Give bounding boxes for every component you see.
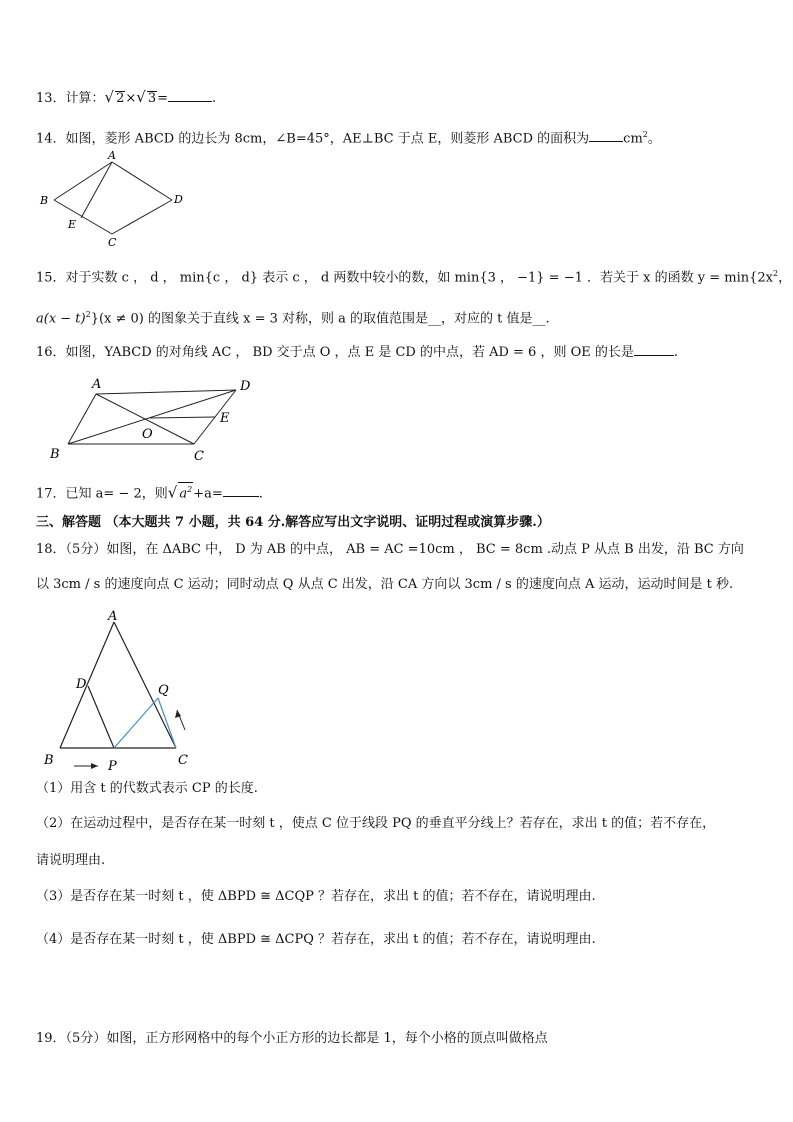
q17-text: 17．已知 a= − 2，则 (36, 486, 168, 502)
q15-line1-end: ， (778, 270, 792, 286)
q13-equals: = (157, 91, 169, 106)
label-B: B (44, 753, 54, 768)
q14-text: 14．如图，菱形 ABCD 的边长为 8cm，∠B=45°，AE⊥BC 于点 E，则菱形 ABCD 的面积为 (36, 131, 590, 147)
label-B: B (50, 447, 60, 462)
q14-unit: cm (623, 131, 643, 147)
question-13 (36, 88, 216, 108)
question-19: 19．（5分）如图，正方形网格中的每个小正方形的边长都是 1，每个小格的顶点叫做格点 (36, 1031, 548, 1046)
q17-rad-sup: 2 (187, 485, 193, 494)
question-18-sub-3: （3）是否存在某一时刻 t ，使 ΔBPD ≅ ΔCQP ？若存在，求出 t 的值；若不存在，请说明理由. (36, 889, 596, 904)
question-15-line-1 (36, 265, 791, 287)
question-16 (36, 343, 678, 362)
rhombus-figure (36, 148, 196, 250)
label-A: A (108, 609, 118, 624)
label-E: E (68, 218, 77, 231)
q15-line2-rest: }(x ≠ 0) 的图象关于直线 x = 3 对称，则 a 的取值范围是__，对应的 t 值是__. (90, 311, 550, 327)
q13-times: × (125, 91, 137, 106)
label-C: C (108, 236, 117, 249)
question-18-sub-1: （1）用含 t 的代数式表示 CP 的长度. (36, 781, 258, 796)
parallelogram-figure (44, 372, 274, 464)
q15-line1: 15．对于实数 c ， d ， min{c ， d} 表示 c ， d 两数中较小的数，如 min{3 ， −1} = −1 ．若关于 x 的函数 y = min{2x (36, 270, 773, 286)
q15-line2-sup: 2 (85, 310, 91, 319)
q14-end: 。 (647, 131, 661, 147)
q17-rest: +a= (193, 486, 223, 502)
label-B: B (40, 194, 49, 207)
q17-rad-base: a (179, 486, 188, 502)
q14-unit-sup: 2 (642, 130, 648, 139)
q17-radicand (178, 482, 193, 501)
label-O: O (142, 427, 153, 442)
label-A: A (108, 149, 116, 162)
q13-end: . (212, 91, 217, 106)
question-14 (36, 126, 661, 148)
label-D: D (174, 193, 183, 206)
label-D: D (240, 379, 251, 394)
q13-radicand-1: 2 (116, 91, 125, 106)
label-A: A (92, 377, 102, 392)
label-Q: Q (158, 683, 169, 698)
sqrt-icon: √ (167, 483, 178, 502)
q13-radicand-2: 3 (147, 91, 157, 106)
q17-end: . (258, 486, 263, 502)
label-P: P (108, 759, 117, 774)
question-18-sub-4: （4）是否存在某一时刻 t ，使 ΔBPD ≅ ΔCPQ ？若存在，求出 t 的值；若不存在，请说明理由. (36, 932, 596, 947)
q13-number: 13．计算： (36, 91, 105, 106)
label-E: E (220, 411, 230, 426)
triangle-figure (36, 606, 206, 776)
answer-blank (168, 89, 212, 102)
answer-blank (589, 129, 623, 142)
answer-blank (223, 484, 259, 497)
q15-line2: a(x − t) (36, 311, 86, 327)
question-18-line-1: 18．（5分）如图，在 ΔABC 中， D 为 AB 的中点， AB = AC =10cm ， BC = 8cm .动点 P 从点 B 出发，沿 BC 方向 (36, 542, 744, 557)
q16-end: . (673, 345, 679, 360)
q15-line1-sup: 2 (772, 269, 779, 278)
q16-text: 16．如图，YABCD 的对角线 AC ， BD 交于点 O ，点 E 是 CD 的中点，若 AD = 6 ，则 OE 的长是 (36, 345, 634, 360)
label-C: C (178, 753, 188, 768)
sqrt-icon: √ (136, 88, 146, 106)
question-18-sub-2b: 请说明理由. (36, 853, 106, 868)
question-17 (36, 482, 263, 503)
label-D: D (76, 677, 87, 692)
section-3-title: 三、解答题 （本大题共 7 小题，共 64 分.解答应写出文字说明、证明过程或演算步骤.） (36, 515, 550, 530)
question-18-line-2: 以 3cm / s 的速度向点 C 运动；同时动点 Q 从点 C 出发，沿 CA 方向以 3cm / s 的速度向点 A 运动，运动时间是 t 秒. (36, 577, 734, 592)
question-18-sub-2a: （2）在运动过程中，是否存在某一时刻 t ，使点 C 位于线段 PQ 的垂直平分线上？若存在，求出 t 的值；若不存在， (36, 816, 716, 831)
answer-blank (634, 343, 674, 356)
question-15-line-2 (36, 306, 550, 328)
label-C: C (194, 449, 204, 464)
sqrt-icon: √ (104, 88, 115, 106)
